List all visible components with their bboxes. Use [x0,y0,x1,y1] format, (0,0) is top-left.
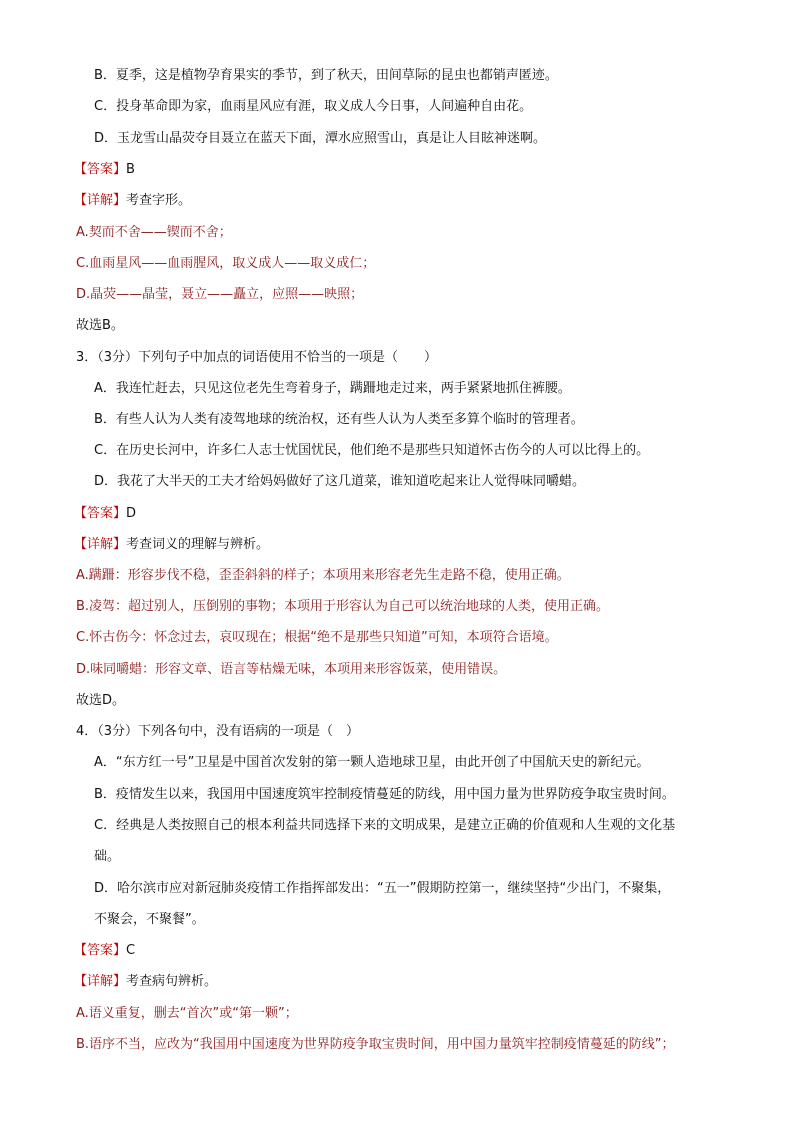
q3-explanation-a: A.蹒跚：形容步伐不稳，歪歪斜斜的样子；本项用来形容老先生走路不稳，使用正确。 [76,568,570,583]
answer-value: D [126,506,137,521]
detail-label: 【详解】 [74,193,127,208]
q4-option-c: C．经典是人类按照自己的根本利益共同选择下来的文明成果，是建立正确的价值观和人生观的文化基 [94,818,676,833]
q4-option-c-cont: 础。 [94,849,121,864]
q3-explanation-d: D.味同嚼蜡：形容文章、语言等枯燥无味，本项用来形容饭菜，使用错误。 [76,662,507,677]
detail-label: 【详解】 [74,974,127,989]
answer-value: C [126,943,136,958]
q2-option-d: D．玉龙雪山晶荧夺目聂立在蓝天下面，潭水应照雪山，真是让人目眩神迷啊。 [94,131,547,146]
q3-option-d: D．我花了大半天的工夫才给妈妈做好了这几道菜，谁知道吃起来让人觉得味同嚼蜡。 [94,474,586,489]
q3-conclusion: 故选D。 [76,693,126,708]
q3-detail [74,536,269,554]
q4-option-d: D．哈尔滨市应对新冠肺炎疫情工作指挥部发出：“五一”假期防控第一，继续坚持“少出门，不聚集， [94,881,671,896]
detail-text: 考查字形。 [126,193,192,208]
q2-explanation-a: A.契而不舍——锲而不舍； [76,225,232,240]
q2-detail [74,192,191,210]
q4-option-a: A．“东方红一号”卫星是中国首次发射的第一颗人造地球卫星，由此开创了中国航天史的新纪元。 [94,755,650,770]
q3-question: 3．（3分）下列句子中加点的词语使用不恰当的一项是（ ） [76,350,438,365]
q2-conclusion: 故选B。 [76,318,124,333]
answer-label: 【答案】 [74,943,127,958]
q4-explanation-b: B.语序不当，应改为“我国用中国速度为世界防疫争取宝贵时间，用中国力量筑牢控制疫情蔓延的防线”； [76,1037,675,1052]
q4-detail [74,973,217,991]
detail-text: 考查词义的理解与辨析。 [126,537,270,552]
q2-explanation-c: C.血雨星风——血雨腥风，取义成人——取义成仁； [76,256,376,271]
q2-option-b: B．夏季，这是植物孕育果实的季节，到了秋天，田间草际的昆虫也都销声匿迹。 [94,68,558,83]
detail-text: 考查病句辨析。 [126,974,218,989]
q4-answer [74,942,135,960]
answer-label: 【答案】 [74,506,127,521]
q4-question: 4．（3分）下列各句中，没有语病的一项是（ ） [76,724,360,739]
q3-explanation-c: C.怀古伤今：怀念过去，哀叹现在；根据“绝不是那些只知道”可知，本项符合语境。 [76,630,558,645]
q4-explanation-a: A.语义重复，删去“首次”或“第一颗”； [76,1006,298,1021]
q2-option-c: C．投身革命即为家，血雨星风应有涯，取义成人今日事，人间遍种自由花。 [94,99,533,114]
q3-option-b: B．有些人认为人类有凌驾地球的统治权，还有些人认为人类至多算个临时的管理者。 [94,412,584,427]
detail-label: 【详解】 [74,537,127,552]
q4-option-d-cont: 不聚会，不聚餐”。 [94,912,205,927]
q3-answer [74,505,136,523]
answer-label: 【答案】 [74,162,127,177]
q3-explanation-b: B.凌驾：超过别人，压倒别的事物；本项用于形容认为自己可以统治地球的人类，使用正确。 [76,599,610,614]
q3-option-a: A．我连忙赶去，只见这位老先生弯着身子，蹒跚地走过来，两手紧紧地抓住裤腰。 [94,381,571,396]
q2-answer [74,161,135,179]
q4-option-b: B．疫情发生以来，我国用中国速度筑牢控制疫情蔓延的防线，用中国力量为世界防疫争取宝贵时间。 [94,787,675,802]
q2-explanation-d: D.晶荧——晶莹，聂立——矗立，应照——映照； [76,287,364,302]
answer-value: B [126,162,135,177]
q3-option-c: C．在历史长河中，许多仁人志士忧国忧民，他们绝不是那些只知道怀古伤今的人可以比得上的。 [94,443,650,458]
